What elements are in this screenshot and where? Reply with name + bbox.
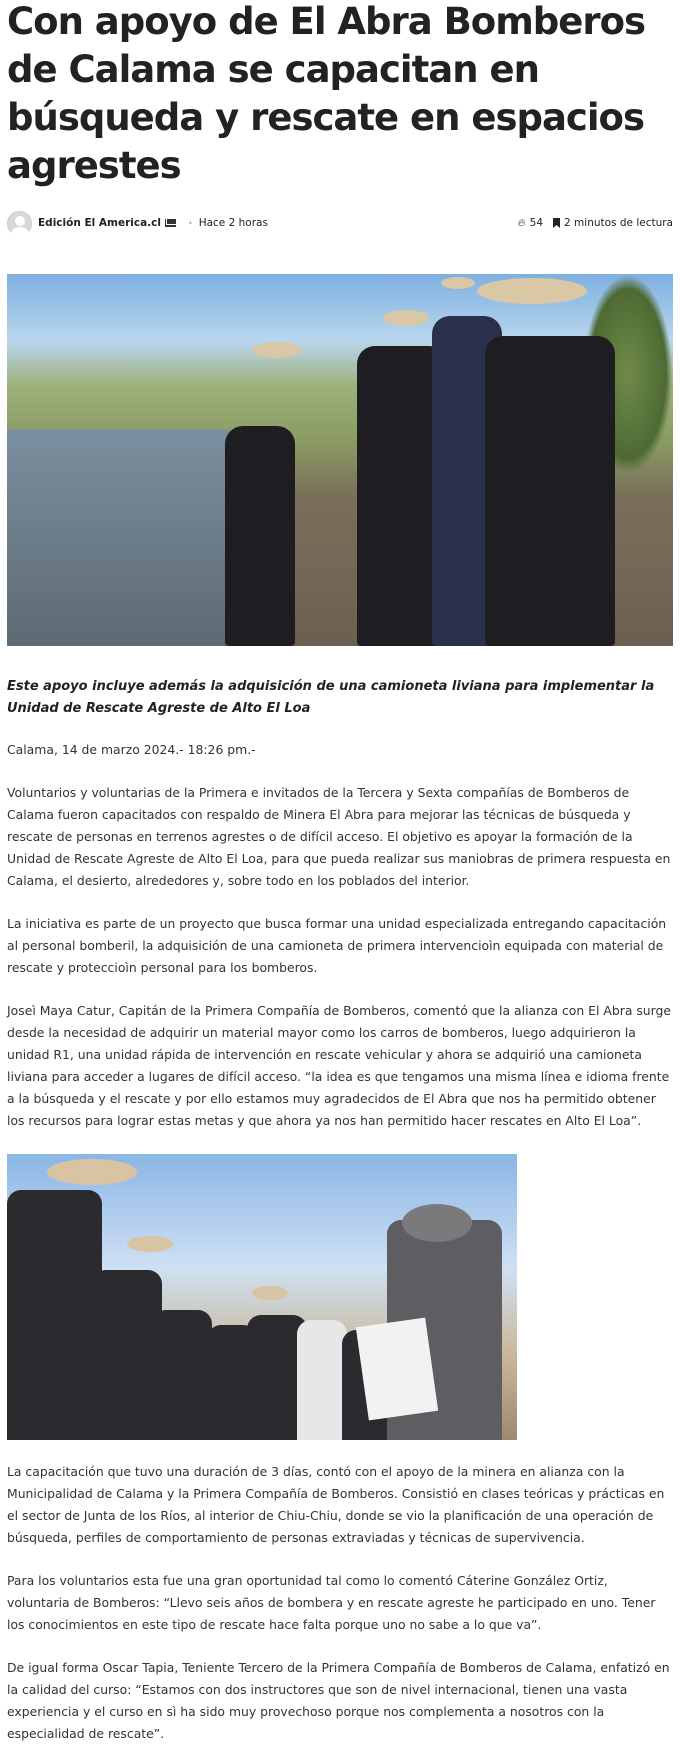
article-title: Con apoyo de El Abra Bomberos de Calama se capacitan en búsqueda y rescate en espacios agrestes [7, 0, 646, 187]
time-ago: Hace 2 horas [198, 217, 268, 229]
paragraph: Calama, 14 de marzo 2024.- 18:26 pm.- [7, 742, 256, 757]
hero-photo [7, 274, 673, 646]
hat [383, 310, 429, 326]
envelope-icon[interactable] [165, 219, 176, 227]
author-name[interactable]: Edición El America.cl [38, 217, 161, 229]
group-photo [7, 1154, 517, 1440]
separator-dot: • [187, 218, 193, 228]
person-figure [152, 1310, 212, 1440]
paragraph: Para los voluntarios esta fue una gran oportunidad tal como lo comentó Cáterine González Ortiz, voluntaria de Bomberos: “Llevo seis años de bombera y en rescate agreste he participado en uno. Tener los conocimientos en este tipo de rescate hace falta porque uno no sabe a lo que va”. [7, 1573, 656, 1632]
user-avatar-icon[interactable] [7, 211, 32, 236]
hat [252, 1286, 288, 1300]
paragraph: La capacitación que tuvo una duración de 3 días, contó con el apoyo de la minera en alianza con la Municipalidad de Calama y la Primera Compañía de Bomberos. Consistió en clases teóricas y prácticas en el sector de Junta de los Ríos, al interior de Chiu-Chiu, donde se vio la planificación de una operación de búsqueda, perfiles de comportamiento de personas extraviadas y técnicas de supervivencia. [7, 1464, 665, 1545]
hat [252, 342, 302, 358]
fire-icon: 🔥︎ [517, 216, 526, 229]
map-sheet [356, 1318, 438, 1421]
paragraph: Voluntarios y voluntarias de la Primera e invitados de la Tercera y Sexta compañías de Bomberos de Calama fueron capacitados con respaldo de Minera El Abra para mejorar las técnicas de búsqueda y rescate de personas en terrenos agrestes o de difícil acceso. El objetivo es apoyar la formación de la Unidad de Rescate Agreste de Alto El Loa, para que pueda realizar sus maniobras de primera respuesta en Calama, el desierto, alrededores y, sobre todo en los poblados del interior. [7, 785, 671, 888]
paragraph: De igual forma Oscar Tapia, Teniente Tercero de la Primera Compañía de Bomberos de Calama, enfatizó en la calidad del curso: “Estamos con dos instructores que son de nivel internacional, tienen una vasta experiencia y el curso en sì ha sido muy provechoso porque nos complementa a nosotros con la especialidad de rescate”. [7, 1660, 670, 1741]
person-figure [297, 1320, 347, 1440]
hat [441, 277, 475, 289]
hat [127, 1236, 173, 1252]
image-caption: Este apoyo incluye además la adquisición de una camioneta liviana para implementar la Unidad de Rescate Agreste de Alto El Loa [7, 679, 655, 716]
bookmark-icon [553, 218, 560, 228]
hat [47, 1159, 137, 1185]
read-time: 2 minutos de lectura [564, 217, 673, 229]
firefighter-figure [485, 336, 615, 646]
paragraph: Joseì Maya Catur, Capitán de la Primera Compañía de Bomberos, comentó que la alianza con El Abra surge desde la necesidad de adquirir un material mayor como los carros de bomberos, luego adquirieron la unidad R1, una unidad rápida de intervención en rescate vehicular y ahora se adquirió una camioneta liviana para acceder a lugares de difícil acceso. “la idea es que tengamos una misma línea e idioma frente a la búsqueda y el rescate y por ello estamos muy agradecidos de El Abra que nos ha permitido obtener los recursos para lograr estas metas y que ahora ya nos han permitido hacer rescates en Alto El Loa”. [7, 1003, 672, 1128]
article-meta [7, 210, 673, 236]
hat [477, 278, 587, 304]
article-stats [518, 216, 673, 230]
hat [402, 1204, 472, 1242]
view-count: 54 [529, 217, 544, 229]
paragraph: La iniciativa es parte de un proyecto que busca formar una unidad especializada entregando capacitación al personal bomberil, la adquisición de una camioneta de primera intervencioìn equipada con material de rescate y proteccioìn personal para los bomberos. [7, 916, 667, 975]
firefighter-figure [225, 426, 295, 646]
person-figure [7, 1190, 102, 1440]
